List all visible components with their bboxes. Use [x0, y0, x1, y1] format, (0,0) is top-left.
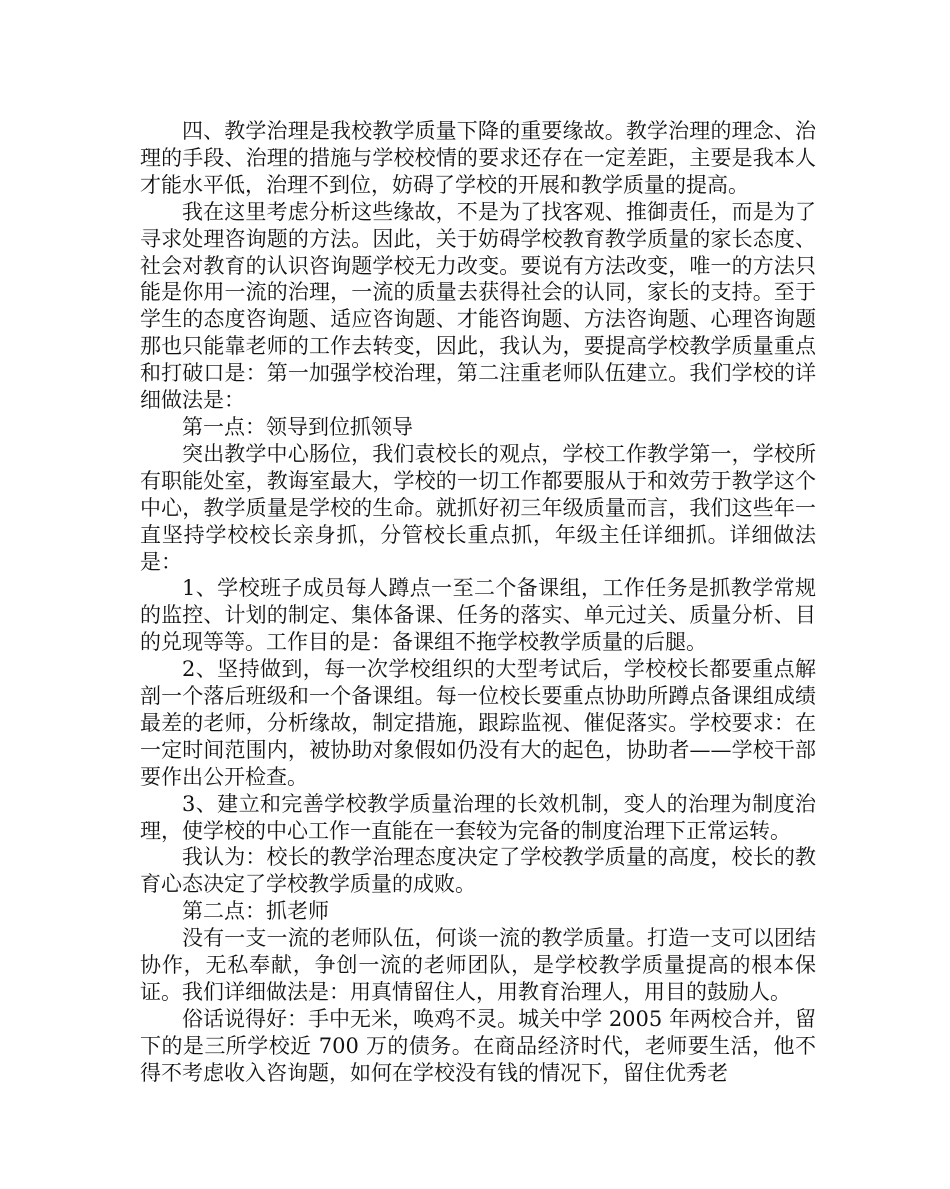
paragraph-analysis-of-causes: 我在这里考虑分析这些缘故，不是为了找客观、推御责任，而是为了寻求处理咨询题的方法。因此，关于妨碍学校教育教学质量的家长态度、社会对教育的认识咨询题学校无力改变。要说有方法改变，唯一的方法只能是你用一流的治理，一流的质量去获得社会的认同，家长的支持。至于学生的态度咨询题、适应咨询题、才能咨询题、方法咨询题、心理咨询题那也只能靠老师的工作去转变，因此，我认为，要提高学校教学质量重点和打破口是：第一加强学校治理，第二注重老师队伍建立。我们学校的详细做法是： — [140, 199, 816, 413]
paragraph-proverb-school-debt: 俗话说得好：手中无米，唤鸡不灵。城关中学 2005 年两校合并，留下的是三所学校近 700 万的债务。在商品经济时代，老师要生活，他不得不考虑收入咨询题，如何在学校没有钱的情况下，留住优秀老 — [140, 1006, 816, 1085]
heading-point-two: 第二点：抓老师 — [182, 899, 329, 924]
list-item-3: 3、建立和完善学校教学质量治理的长效机制，变人的治理为制度治理，使学校的中心工作一直能在一套较为完备的制度治理下正常运转。 — [140, 791, 816, 843]
paragraph-teaching-management: 四、教学治理是我校教学质量下降的重要缘故。教学治理的理念、治理的手段、治理的措施与学校校情的要求还存在一定差距，主要是我本人才能水平低，治理不到位，妨碍了学校的开展和教学质量的提高。 — [140, 119, 816, 197]
paragraph-teaching-center: 突出教学中心肠位，我们袁校长的观点，学校工作教学第一，学校所有职能处室，教诲室最大，学校的一切工作都要服从于和效劳于教学这个中心，教学质量是学校的生命。就抓好初三年级质量而言，我们这些年一直坚持学校校长亲身抓，分管校长重点抓，年级主任详细抓。详细做法是： — [140, 441, 816, 574]
document-body — [140, 118, 816, 1087]
paragraph-principal-attitude: 我认为：校长的教学治理态度决定了学校教学质量的高度，校长的教育心态决定了学校教学质量的成败。 — [140, 845, 816, 897]
paragraph-teacher-team: 没有一支一流的老师队伍，何谈一流的教学质量。打造一支可以团结协作，无私奉献，争创一流的老师团队，是学校教学质量提高的根本保证。我们详细做法是：用真情留住人，用教育治理人，用目的鼓励人。 — [140, 926, 816, 1004]
heading-point-one: 第一点：领导到位抓领导 — [182, 414, 413, 439]
list-item-1: 1、学校班子成员每人蹲点一至二个备课组，工作任务是抓教学常规的监控、计划的制定、集体备课、任务的落实、单元过关、质量分析、目的兑现等等。工作目的是：备课组不拖学校教学质量的后腿。 — [140, 576, 816, 655]
list-item-2: 2、坚持做到，每一次学校组织的大型考试后，学校校长都要重点解剖一个落后班级和一个备课组。每一位校长要重点协助所蹲点备课组成绩最差的老师，分析缘故，制定措施，跟踪监视、催促落实。学校要求：在一定时间范围内，被协助对象假如仍没有大的起色，协助者——学校干部要作出公开检查。 — [140, 657, 816, 789]
